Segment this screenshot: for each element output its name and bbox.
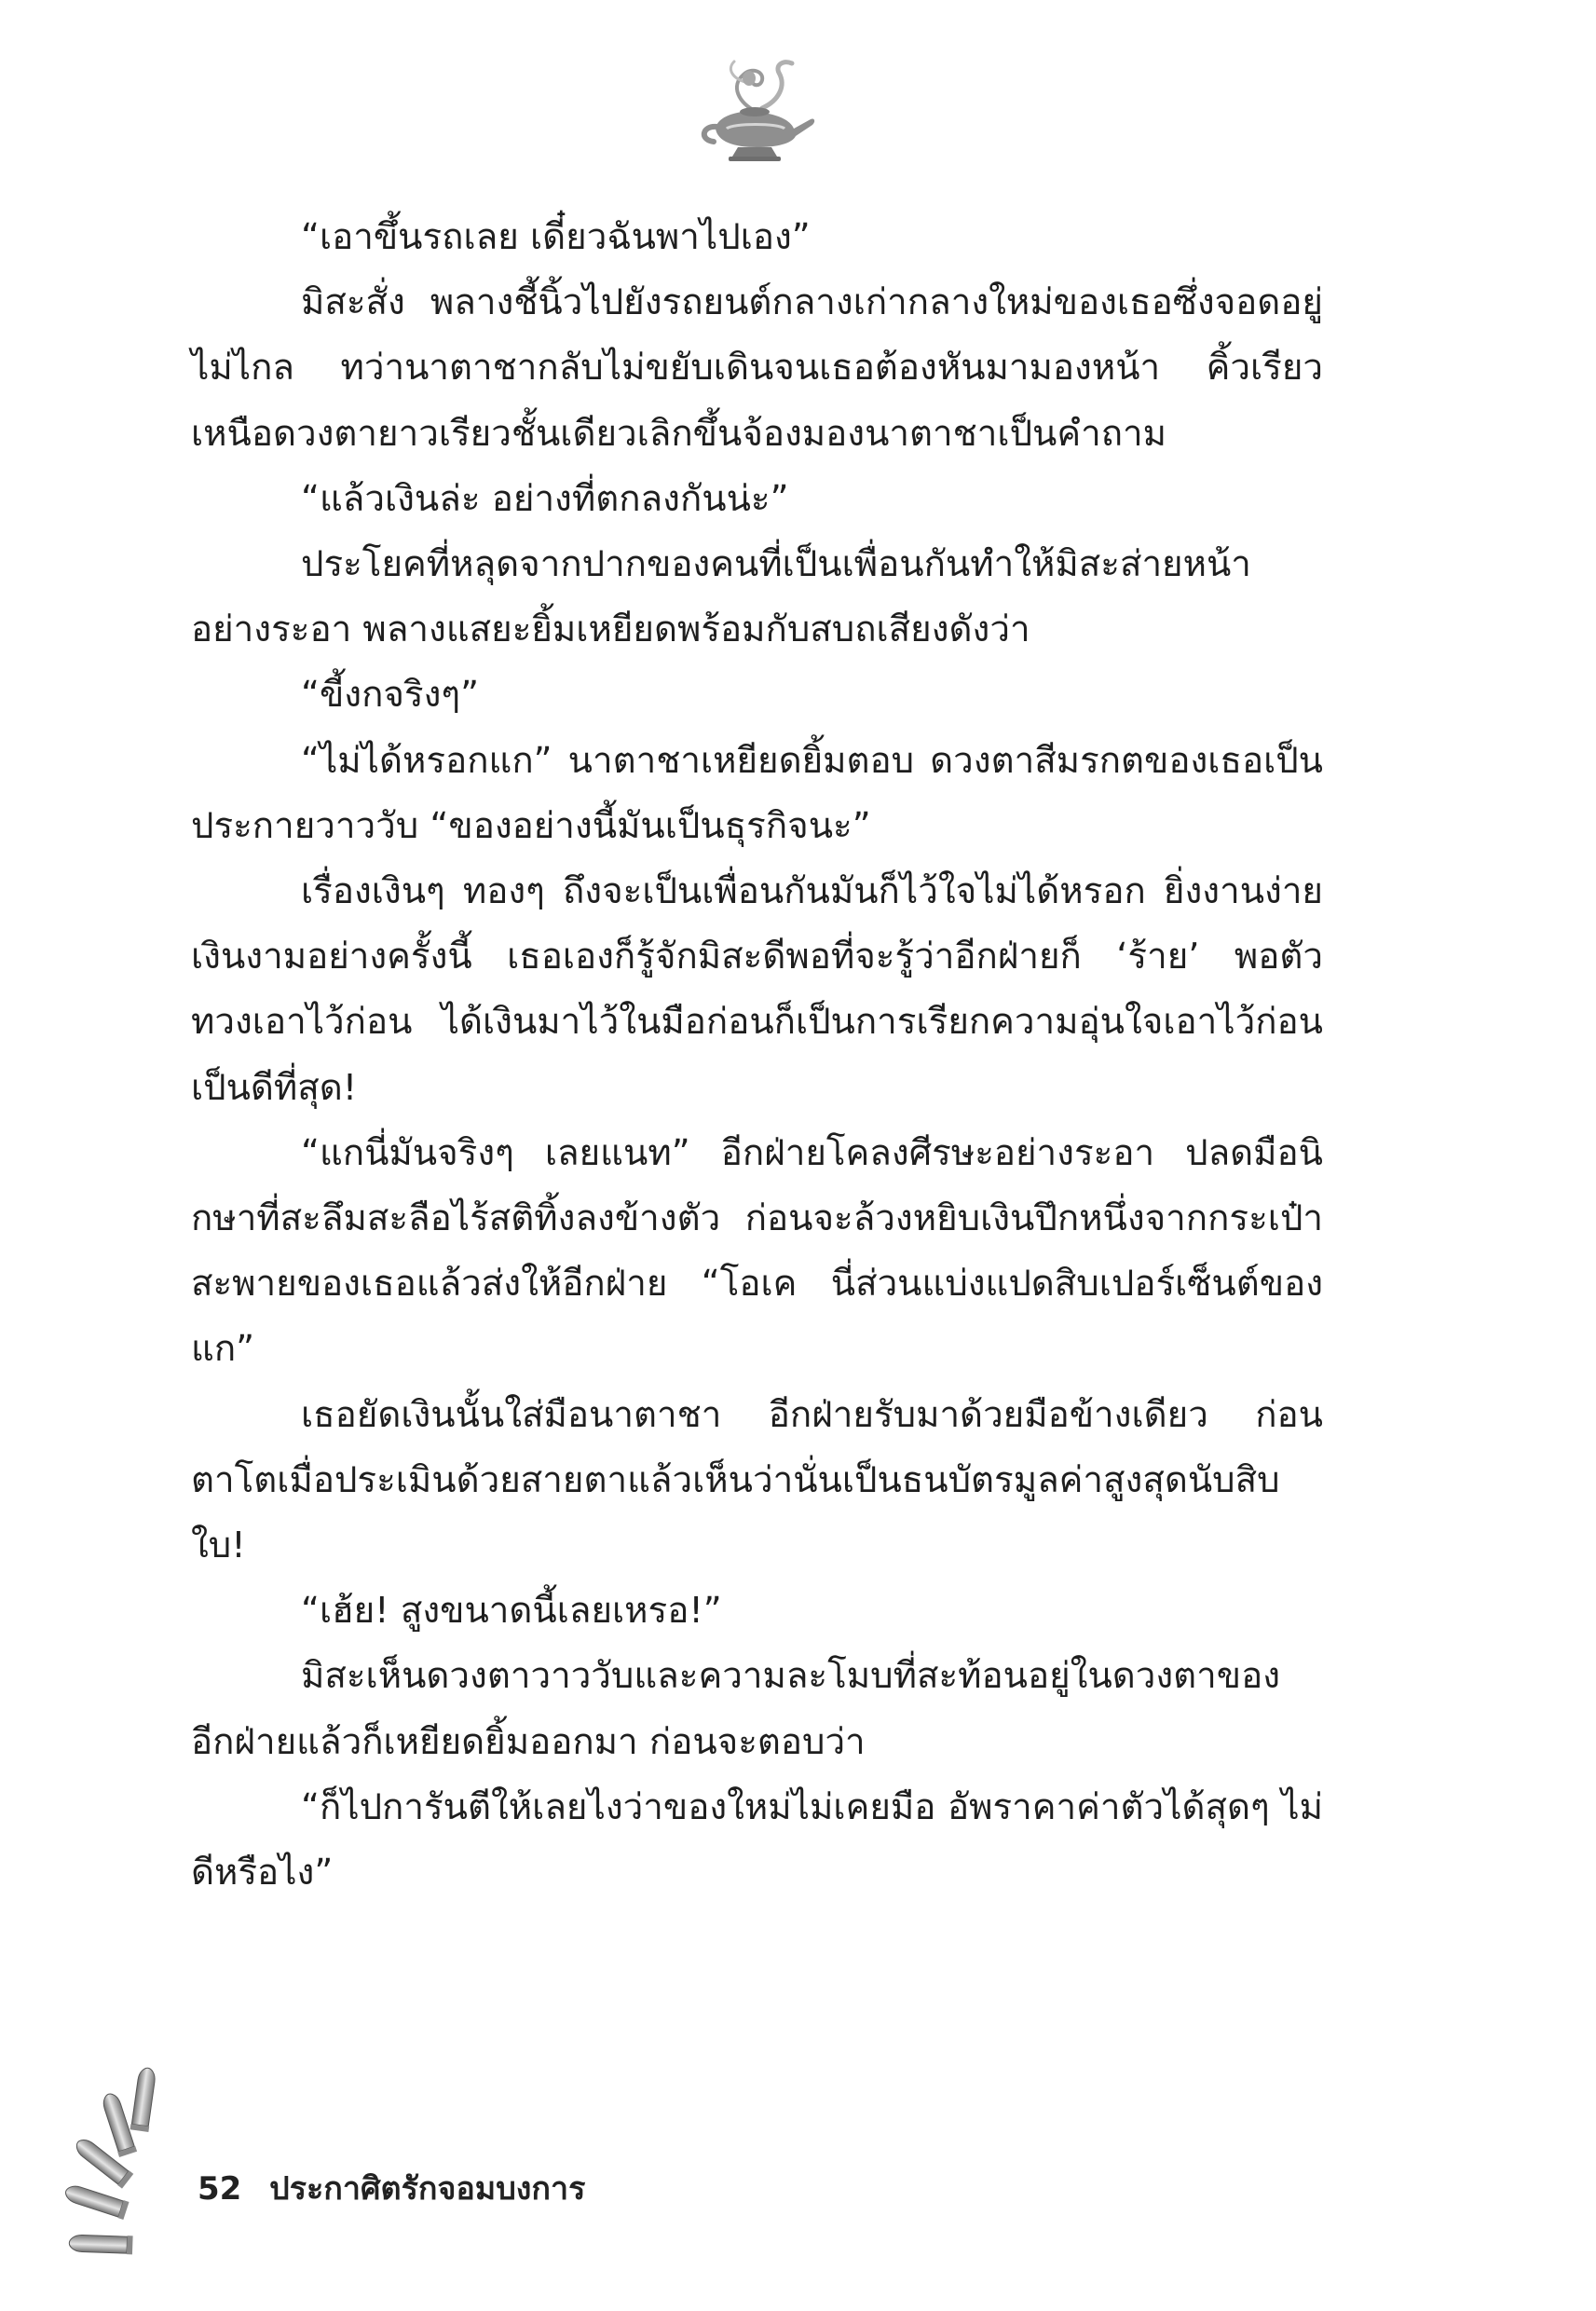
genie-lamp-icon xyxy=(689,54,820,166)
paragraph: “ก็ไปการันตีให้เลยไงว่าของใหม่ไม่เคยมือ อัพราคาค่าตัวได้สุดๆ ไม่ดีหรือไง” xyxy=(191,1785,1323,1894)
book-title: ประกาศิตรักจอมบงการ xyxy=(269,2170,586,2208)
page-footer xyxy=(198,2167,585,2210)
paragraph: “ไม่ได้หรอกแก” นาตาชาเหยียดยิ้มตอบ ดวงตาสีมรกตของเธอเป็นประกายวาววับ “ของอย่างนี้มันเป็นธุรกิจนะ” xyxy=(191,739,1323,847)
paragraph: มิสะเห็นดวงตาวาววับและความละโมบที่สะท้อนอยู่ในดวงตาของอีกฝ่ายแล้วก็เหยียดยิ้มออกมา ก่อนจะตอบว่า xyxy=(191,1655,1281,1763)
bullets-icon xyxy=(63,2059,184,2274)
page-number: 52 xyxy=(198,2170,242,2208)
paragraph: เรื่องเงินๆ ทองๆ ถึงจะเป็นเพื่อนกันมันก็ไว้ใจไม่ได้หรอก ยิ่งงานง่ายเงินงามอย่างครั้งนี้ เธอเองก็รู้จักมิสะดีพอที่จะรู้ว่าอีกฝ่ายก็ ‘ร้าย’ พอตัว ทวงเอาไว้ก่อน ได้เงินมาไว้ในมือก่อนก็เป็นการเรียกความอุ่นใจเอาไว้ก่อนเป็นดีที่สุด! xyxy=(191,870,1323,1109)
paragraph: เธอยัดเงินนั้นใส่มือนาตาชา อีกฝ่ายรับมาด้วยมือข้างเดียว ก่อนตาโตเมื่อประเมินด้วยสายตาแล้วเห็นว่านั่นเป็นธนบัตรมูลค่าสูงสุดนับสิบใบ! xyxy=(191,1393,1323,1567)
paragraph: มิสะสั่ง พลางชี้นิ้วไปยังรถยนต์กลางเก่ากลางใหม่ของเธอซึ่งจอดอยู่ไม่ไกล ทว่านาตาชากลับไม่ขยับเดินจนเธอต้องหันมามองหน้า คิ้วเรียวเหนือดวงตายาวเรียวชั้นเดียวเลิกขึ้นจ้องมองนาตาชาเป็นคำถาม xyxy=(191,281,1323,455)
body-text xyxy=(191,205,1323,1906)
paragraph: “เอาขึ้นรถเลย เดี๋ยวฉันพาไปเอง” xyxy=(301,216,811,258)
paragraph: ประโยคที่หลุดจากปากของคนที่เป็นเพื่อนกันทำให้มิสะส่ายหน้าอย่างระอา พลางแสยะยิ้มเหยียดพร้อมกับสบถเสียงดังว่า xyxy=(191,543,1251,651)
paragraph: “เฮ้ย! สูงขนาดนี้เลยเหรอ!” xyxy=(301,1590,722,1633)
paragraph: “แล้วเงินล่ะ อย่างที่ตกลงกันน่ะ” xyxy=(301,477,789,520)
paragraph: “ขี้งกจริงๆ” xyxy=(301,674,480,717)
paragraph: “แกนี่มันจริงๆ เลยแนท” อีกฝ่ายโคลงศีรษะอย่างระอา ปลดมือนิกษาที่สะลึมสะลือไร้สติทิ้งลงข้างตัว ก่อนจะล้วงหยิบเงินปึกหนึ่งจากกระเป๋าสะพายของเธอแล้วส่งให้อีกฝ่าย “โอเค นี่ส่วนแบ่งแปดสิบเปอร์เซ็นต์ของแก” xyxy=(191,1131,1323,1371)
